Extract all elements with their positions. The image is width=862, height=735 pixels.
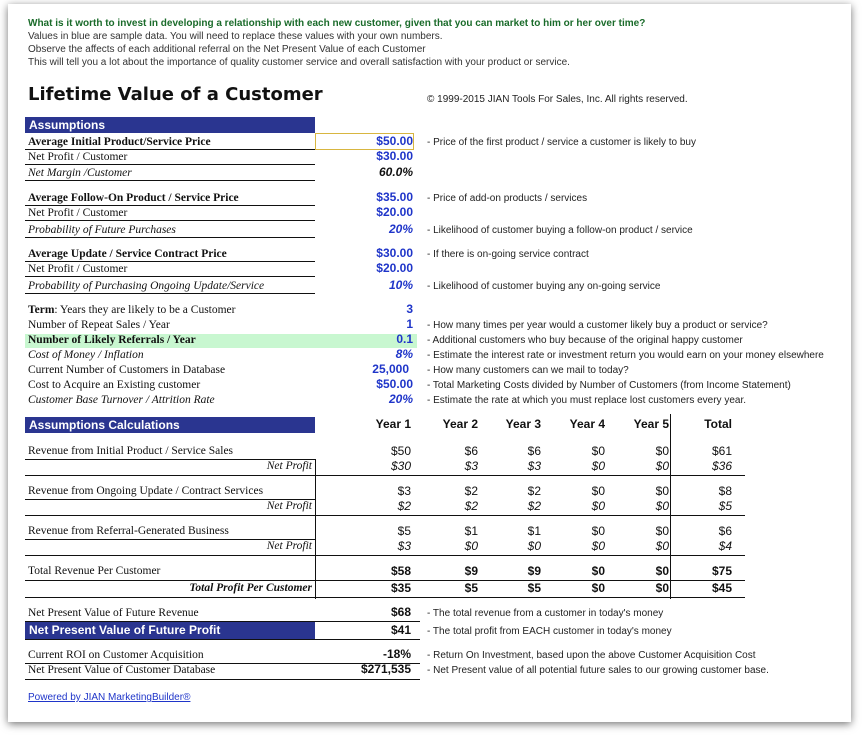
intro-question: What is it worth to invest in developing a relationship with each new customer, given that you can market to him or her over time?	[28, 18, 646, 29]
total-revenue-cell: $0	[655, 564, 669, 578]
profit-cell: $0	[527, 539, 541, 553]
row-divider	[25, 515, 745, 516]
revenue-cell: $6	[527, 444, 541, 458]
assumption-note: - Likelihood of customer buying a follow-on product / service	[427, 225, 693, 236]
assumption-value[interactable]: $30.00	[376, 149, 413, 163]
profit-cell: $2	[397, 499, 411, 513]
assumption-value[interactable]: 0.1	[396, 332, 413, 346]
npv-note: - The total revenue from a customer in today's money	[427, 608, 664, 619]
assumption-value: 60.0%	[378, 165, 413, 179]
copyright-notice: © 1999-2015 JIAN Tools For Sales, Inc. All rights reserved.	[427, 94, 688, 105]
assumption-label: Net Margin /Customer	[28, 167, 132, 179]
row-divider	[25, 149, 315, 150]
row-divider	[25, 639, 420, 640]
assumption-note: - Estimate the interest rate or investment return you would earn on your money elsewhere	[427, 350, 824, 361]
assumption-label: Current Number of Customers in Database	[28, 364, 226, 376]
profit-cell: $0	[655, 459, 669, 473]
assumptions-header: Assumptions	[25, 117, 315, 133]
assumption-note: - Total Marketing Costs divided by Number of Customers (from Income Statement)	[427, 380, 791, 391]
assumption-note: - Price of the first product / service a customer is likely to buy	[427, 137, 696, 148]
profit-cell: $0	[591, 499, 605, 513]
revenue-cell: $0	[655, 444, 669, 458]
intro-line: This will tell you a lot about the importance of quality customer service and overall satisfaction with your product or service.	[28, 57, 570, 68]
column-divider	[670, 414, 671, 599]
profit-cell: $3	[397, 539, 411, 553]
profit-cell: $2	[464, 499, 478, 513]
revenue-cell: $6	[464, 444, 478, 458]
row-divider	[25, 679, 420, 680]
assumption-note: - If there is on-going service contract	[427, 249, 589, 260]
revenue-cell: $1	[464, 524, 478, 538]
profit-cell: $0	[591, 539, 605, 553]
total-revenue-cell: $0	[591, 564, 605, 578]
column-divider	[315, 459, 316, 599]
total-profit-cell: $35	[390, 581, 411, 595]
assumption-label: Net Profit / Customer	[28, 207, 128, 219]
npv-profit-header: Net Present Value of Future Profit	[25, 622, 315, 639]
net-profit-label: Net Profit	[266, 460, 312, 472]
revenue-cell: $5	[397, 524, 411, 538]
revenue-cell: $8	[718, 484, 732, 498]
assumption-label: Number of Repeat Sales / Year	[28, 319, 170, 331]
row-divider	[25, 205, 315, 206]
total-profit-cell: $5	[464, 581, 478, 595]
row-divider	[25, 293, 315, 294]
profit-cell: $0	[464, 539, 478, 553]
assumption-label: Average Initial Product/Service Price	[28, 136, 211, 148]
revenue-cell: $50	[390, 444, 411, 458]
assumption-label: Probability of Future Purchases	[28, 224, 176, 236]
assumption-value[interactable]: 1	[406, 317, 413, 331]
profit-cell: $36	[711, 459, 732, 473]
total-revenue-cell: $9	[464, 564, 478, 578]
assumption-value[interactable]: 10%	[388, 278, 413, 292]
net-profit-label: Net Profit	[266, 540, 312, 552]
row-divider	[25, 276, 315, 277]
assumption-value[interactable]: $50.00	[376, 134, 413, 148]
revenue-cell: $2	[527, 484, 541, 498]
total-profit-cell: $0	[591, 581, 605, 595]
assumption-label: Net Profit / Customer	[28, 151, 128, 163]
assumption-label: Net Profit / Customer	[28, 263, 128, 275]
total-profit-cell: $5	[527, 581, 541, 595]
profit-cell: $0	[591, 459, 605, 473]
total-revenue-label: Total Revenue Per Customer	[28, 565, 161, 577]
roi-value: -18%	[382, 647, 411, 661]
assumption-label: Probability of Purchasing Ongoing Update/Service	[28, 280, 265, 292]
npv-profit-value: $41	[390, 623, 411, 637]
spreadsheet-sheet	[8, 4, 851, 722]
assumption-value[interactable]: 25,000	[372, 362, 409, 376]
calc-row-label: Revenue from Initial Product / Service Sales	[28, 445, 234, 457]
calculations-header: Assumptions Calculations	[25, 417, 315, 433]
assumption-label: Cost of Money / Inflation	[28, 349, 144, 361]
assumption-value[interactable]: $20.00	[376, 205, 413, 219]
row-divider	[25, 164, 315, 165]
row-divider	[25, 499, 315, 500]
profit-cell: $0	[655, 539, 669, 553]
assumption-note: - Likelihood of customer buying any on-going service	[427, 281, 661, 292]
npv-database-value: $271,535	[360, 662, 411, 676]
revenue-cell: $0	[591, 484, 605, 498]
powered-by-link[interactable]: Powered by JIAN MarketingBuilder®	[28, 692, 191, 703]
year-header: Year 1	[375, 417, 411, 431]
assumption-label	[28, 304, 236, 316]
year-header: Year 4	[569, 417, 605, 431]
intro-line: Observe the affects of each additional referral on the Net Present Value of each Customer	[28, 44, 426, 55]
assumption-note: - How many times per year would a customer likely buy a product or service?	[427, 320, 768, 331]
row-divider	[25, 597, 745, 598]
profit-cell: $30	[390, 459, 411, 473]
assumption-value[interactable]: 3	[406, 302, 413, 316]
npv-note: - The total profit from EACH customer in today's money	[427, 626, 672, 637]
profit-cell: $4	[718, 539, 732, 553]
total-profit-label: Total Profit Per Customer	[189, 582, 312, 594]
page-title: Lifetime Value of a Customer	[28, 84, 323, 105]
year-header: Year 2	[442, 417, 478, 431]
profit-cell: $0	[655, 499, 669, 513]
revenue-cell: $0	[655, 524, 669, 538]
assumption-note: - Price of add-on products / services	[427, 193, 588, 204]
calc-row-label: Revenue from Referral-Generated Business	[28, 525, 229, 537]
row-divider	[25, 475, 745, 476]
assumption-value[interactable]: $50.00	[376, 377, 413, 391]
total-revenue-cell: $9	[527, 564, 541, 578]
npv-note: - Return On Investment, based upon the above Customer Acquisition Cost	[427, 650, 756, 661]
row-divider	[25, 555, 745, 556]
assumption-note: - How many customers can we mail to today?	[427, 365, 629, 376]
assumption-label: Cost to Acquire an Existing customer	[28, 379, 201, 391]
term-label-bold: Term	[28, 304, 55, 316]
profit-cell: $5	[718, 499, 732, 513]
assumption-label: Average Follow-On Product / Service Price	[28, 192, 239, 204]
npv-revenue-label: Net Present Value of Future Revenue	[28, 607, 199, 619]
assumption-note: - Estimate the rate at which you must replace lost customers every year.	[427, 395, 747, 406]
year-header: Total	[704, 417, 732, 431]
revenue-cell: $3	[397, 484, 411, 498]
assumption-label: Average Update / Service Contract Price	[28, 248, 227, 260]
assumption-value[interactable]: $35.00	[376, 190, 413, 204]
assumption-label: Number of Likely Referrals / Year	[28, 334, 196, 346]
roi-label: Current ROI on Customer Acquisition	[28, 649, 204, 661]
intro-line: Values in blue are sample data. You will need to replace these values with your own numbers.	[28, 31, 443, 42]
total-revenue-cell: $75	[711, 564, 732, 578]
revenue-cell: $2	[464, 484, 478, 498]
profit-cell: $3	[464, 459, 478, 473]
assumption-value[interactable]: 20%	[388, 392, 413, 406]
revenue-cell: $1	[527, 524, 541, 538]
total-profit-cell: $0	[655, 581, 669, 595]
npv-note: - Net Present value of all potential future sales to our growing customer base.	[427, 665, 769, 676]
assumption-label: Customer Base Turnover / Attrition Rate	[28, 394, 215, 406]
row-divider	[25, 459, 315, 460]
profit-cell: $2	[527, 499, 541, 513]
revenue-cell: $0	[591, 444, 605, 458]
row-divider	[25, 180, 315, 181]
assumption-value[interactable]: 20%	[388, 222, 413, 236]
npv-database-label: Net Present Value of Customer Database	[28, 664, 216, 676]
revenue-cell: $0	[591, 524, 605, 538]
revenue-cell: $61	[711, 444, 732, 458]
assumption-value[interactable]: 8%	[395, 347, 413, 361]
npv-revenue-value: $68	[390, 605, 411, 619]
assumption-value[interactable]: $30.00	[376, 246, 413, 260]
assumption-value[interactable]: $20.00	[376, 261, 413, 275]
year-header: Year 5	[633, 417, 669, 431]
revenue-cell: $6	[718, 524, 732, 538]
row-divider	[25, 237, 315, 238]
total-profit-cell: $45	[711, 581, 732, 595]
total-revenue-cell: $58	[390, 564, 411, 578]
net-profit-label: Net Profit	[266, 500, 312, 512]
calc-row-label: Revenue from Ongoing Update / Contract Services	[28, 485, 264, 497]
assumption-note: - Additional customers who buy because of the original happy customer	[427, 335, 743, 346]
term-label-rest: : Years they are likely to be a Customer	[54, 304, 236, 316]
revenue-cell: $0	[655, 484, 669, 498]
row-divider	[25, 220, 315, 221]
year-header: Year 3	[505, 417, 541, 431]
profit-cell: $3	[527, 459, 541, 473]
row-divider	[25, 261, 315, 262]
row-divider	[25, 539, 315, 540]
